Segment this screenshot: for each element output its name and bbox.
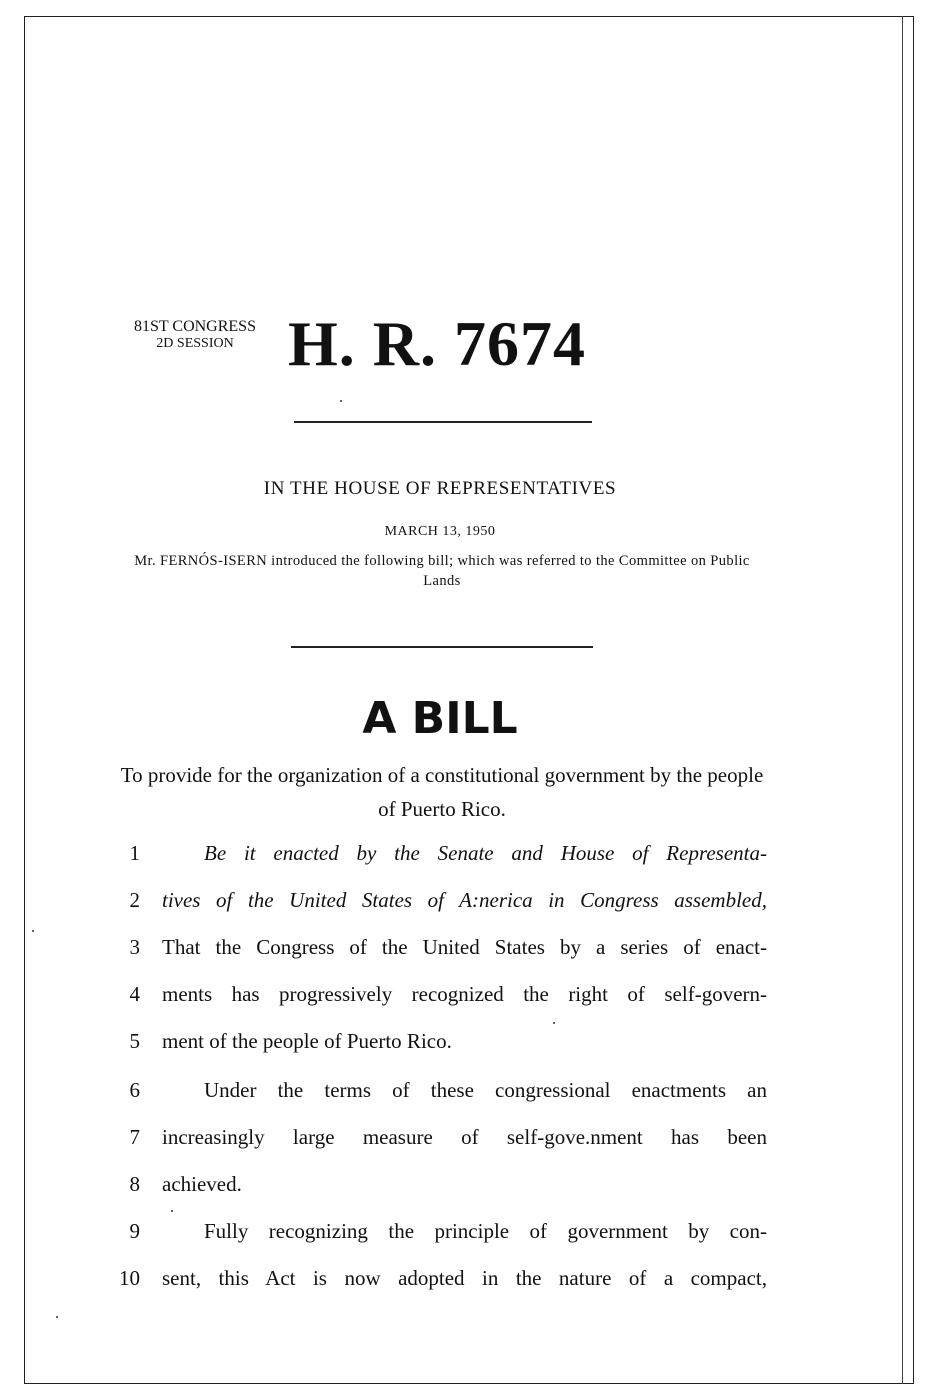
bill-purpose: To provide for the organization of a constitutional government by the people of Puerto Rico. [120,763,764,821]
line-text: tives of the United States of A:nerica in Congress assembled, [162,888,767,912]
bill-line [110,838,770,868]
section-rule [291,646,593,648]
session-label: 2D SESSION [156,336,234,351]
bill-line [110,885,770,915]
line-number: 7 [129,1125,140,1149]
introduction-date: MARCH 13, 1950 [384,524,496,539]
line-text: achieved. [162,1172,242,1196]
line-number: 10 [119,1266,140,1290]
line-text: ment of the people of Puerto Rico. [162,1029,452,1053]
bill-line [110,1026,770,1056]
sponsor-name: FERNÓS-ISERN [160,553,268,569]
line-number: 6 [129,1078,140,1102]
house-title: IN THE HOUSE OF REPRESENTATIVES [263,478,617,499]
line-text: Under the terms of these congressional enactments an [204,1078,767,1102]
scan-speck [553,1022,555,1024]
bill-line [110,932,770,962]
bill-line [110,1169,770,1199]
line-text: That the Congress of the United States by a series of enact- [162,935,767,959]
introduction-statement [118,551,766,591]
congress-label: 81ST CONGRESS [134,318,256,335]
bill-heading: A BILL [362,693,518,744]
line-text: ments has progressively recognized the right of self-govern- [162,982,767,1006]
line-number: 9 [129,1219,140,1243]
line-number: 2 [129,888,140,912]
line-text: increasingly large measure of self-gove.nment has been [162,1125,767,1149]
sponsor-prefix: Mr. [134,553,156,569]
scan-speck [171,1210,173,1212]
bill-line [110,1122,770,1152]
bill-number: H. R. 7674 [288,308,586,379]
line-number: 5 [129,1029,140,1053]
bill-line [110,1263,770,1293]
line-number: 1 [129,841,140,865]
scan-speck [340,400,342,402]
line-number: 3 [129,935,140,959]
scan-speck [32,930,34,932]
page-border-inner-right [902,16,903,1384]
bill-line [110,1216,770,1246]
bill-line [110,1075,770,1105]
line-text: Fully recognizing the principle of government by con- [204,1219,767,1243]
bill-header [120,308,820,382]
line-text: Be it enacted by the Senate and House of Representa- [204,841,767,865]
line-number: 4 [129,982,140,1006]
line-text: sent, this Act is now adopted in the nature of a compact, [162,1266,767,1290]
introduction-text: introduced the following bill; which was referred to the Committee on Public Lands [271,553,750,589]
scan-speck [56,1316,58,1318]
line-number: 8 [129,1172,140,1196]
bill-line [110,979,770,1009]
congress-session-info [120,318,270,352]
header-rule [294,421,592,423]
